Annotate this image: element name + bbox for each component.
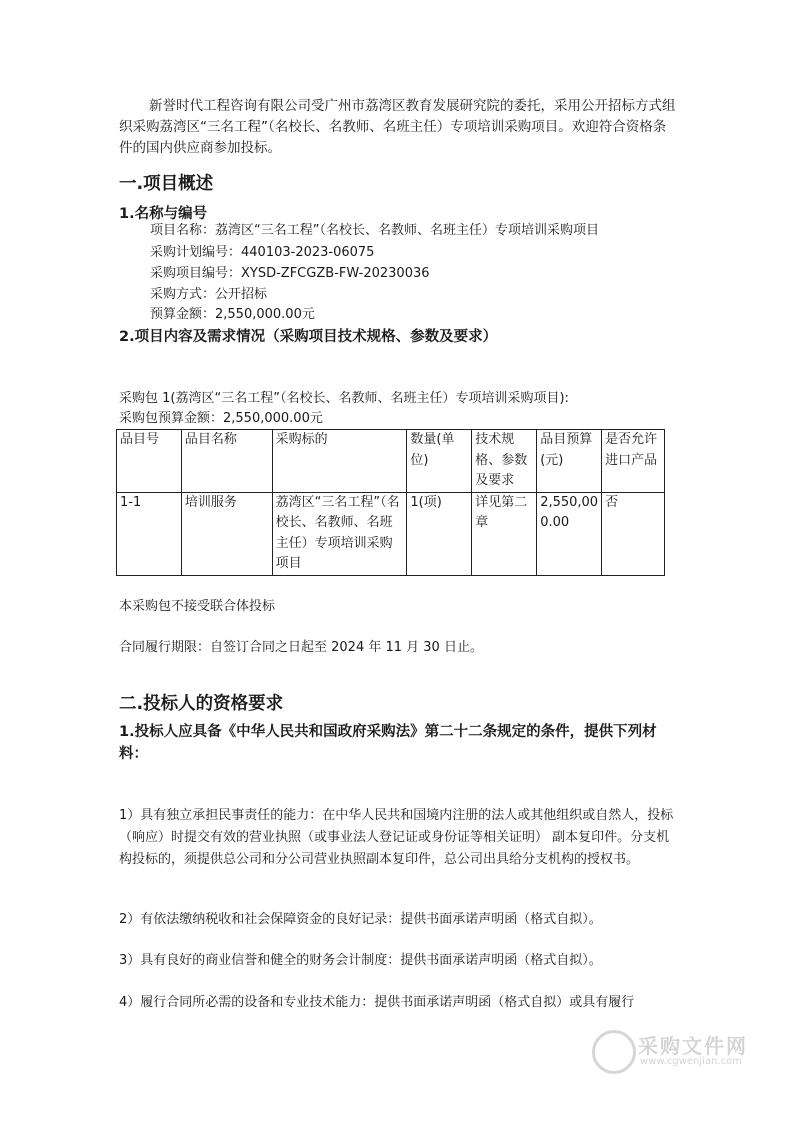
table-cell: 2,550,000.00 (537, 492, 602, 575)
section-1-sub1-title: 1.名称与编号 (119, 206, 208, 222)
watermark-logo-icon (592, 1030, 636, 1074)
package-title: 采购包 1(荔湾区“三名工程”（名校长、名教师、名班主任）专项培训采购项目): (119, 391, 569, 406)
project-name: 项目名称：荔湾区“三名工程”（名校长、名教师、名班主任）专项培训采购项目 (150, 223, 599, 238)
project-number: 采购项目编号：XYSD-ZFCGZB-FW-20230036 (150, 266, 430, 281)
watermark-url: www.cgwenjian.com (640, 1056, 742, 1067)
section-1-title: 一.项目概述 (119, 174, 214, 194)
qualification-item-1: 1）具有独立承担民事责任的能力：在中华人民共和国境内注册的法人或其他组织或自然人，投标（响应）时提交有效的营业执照（或事业法人登记证或身份证等相关证明） 副本复印件。分支机构投标的，须提供总公司和分公司营业执照副本复印件，总公司出具给分支机构的授权书。 (119, 808, 674, 867)
section-1-sub2-title: 2.项目内容及需求情况（采购项目技术规格、参数及要求） (119, 329, 498, 345)
watermark (592, 1026, 752, 1078)
package-budget: 采购包预算金额：2,550,000.00元 (119, 411, 323, 426)
table-cell: 详见第二章 (472, 492, 537, 575)
procurement-method: 采购方式：公开招标 (150, 287, 268, 302)
section-2-sub1-title: 1.投标人应具备《中华人民共和国政府采购法》第二十二条规定的条件，提供下列材料： (119, 724, 657, 762)
header-cell: 技术规格、参数及要求 (472, 430, 537, 493)
watermark-text: 采购文件网 (638, 1034, 748, 1058)
header-cell: 数量(单位) (407, 430, 472, 493)
qualification-item-2: 2）有依法缴纳税收和社会保障资金的良好记录：提供书面承诺声明函（格式自拟）。 (119, 912, 602, 927)
header-cell: 品目名称 (181, 430, 272, 493)
qualification-item-3: 3）具有良好的商业信誉和健全的财务会计制度：提供书面承诺声明函（格式自拟）。 (119, 953, 602, 968)
qualification-item-4: 4）履行合同所必需的设备和专业技术能力：提供书面承诺声明函（格式自拟）或具有履行 (119, 995, 635, 1010)
section-2-title: 二.投标人的资格要求 (119, 694, 284, 714)
table-cell: 否 (602, 492, 665, 575)
header-cell: 采购标的 (272, 430, 407, 493)
header-cell: 品目号 (117, 430, 182, 493)
header-cell: 是否允许进口产品 (602, 430, 665, 493)
plan-number: 采购计划编号：440103-2023-06075 (150, 245, 375, 260)
budget-amount: 预算金额：2,550,000.00元 (150, 307, 315, 322)
contract-period: 合同履行期限：自签订合同之日起至 2024 年 11 月 30 日止。 (119, 640, 483, 655)
table-cell: 1(项) (407, 492, 472, 575)
table-cell: 1-1 (117, 492, 182, 575)
items-table (116, 429, 665, 576)
intro-paragraph: 新誉时代工程咨询有限公司受广州市荔湾区教育发展研究院的委托，采用公开招标方式组织采购荔湾区“三名工程”（名校长、名教师、名班主任）专项培训采购项目。欢迎符合资格条件的国内供应商参加投标。 (119, 98, 676, 156)
table-cell: 培训服务 (181, 492, 272, 575)
table-row (117, 492, 665, 575)
table-header-row (117, 430, 665, 493)
header-cell: 品目预算(元) (537, 430, 602, 493)
table-cell: 荔湾区“三名工程”（名校长、名教师、名班主任）专项培训采购项目 (272, 492, 407, 575)
no-consortium-note: 本采购包不接受联合体投标 (119, 599, 276, 614)
